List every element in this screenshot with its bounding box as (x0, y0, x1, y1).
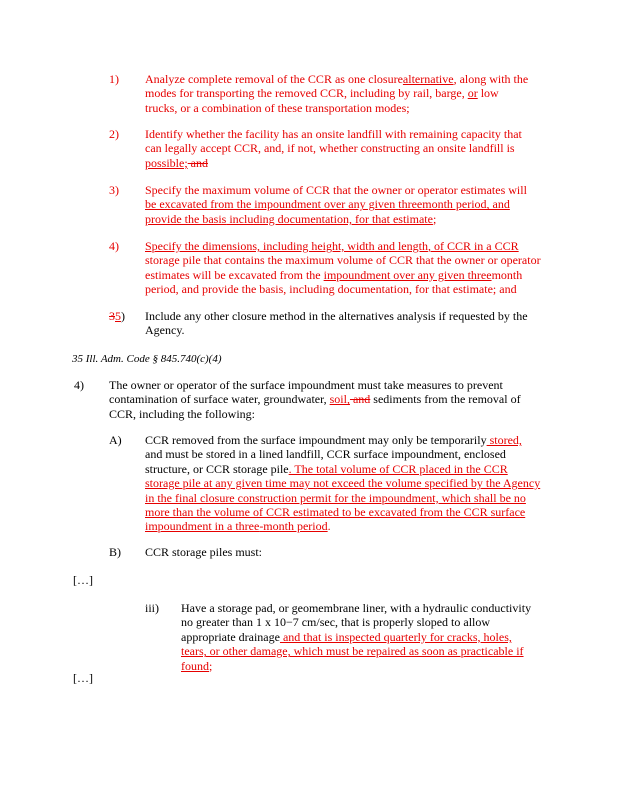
item-number: 3) (109, 183, 119, 197)
item-text: Analyze complete removal of the CCR as one closurealternative, along with the modes for transporting the removed CCR, including by rail, barge, or low trucks, or a combination of these transportation modes; (145, 72, 529, 115)
subsection-text: CCR removed from the surface impoundment may only be temporarily stored, and must be stored in a lined landfill, CCR surface impoundment, enclosed structure, or CCR storage pile. The total volume of CCR placed in the CCR storage pile at any given time may not exceed the volume specified by the Agency in the final closure construction permit for the impoundment, which shall be no more than the volume of CCR estimated to be excavated from the CCR surface impoundment in a three-month period. (145, 433, 541, 534)
item-number: 4) (109, 239, 119, 253)
item-text: Include any other closure method in the alternatives analysis if requested by the Agency. (145, 309, 528, 338)
subsection-number: B) (109, 545, 121, 559)
item-number: 2) (109, 127, 119, 141)
item-text: Identify whether the facility has an onsite landfill with remaining capacity that can legally accept CCR, and, if not, whether constructing an onsite landfill is possible; and (145, 127, 522, 170)
item-text: Specify the maximum volume of CCR that the owner or operator estimates will be excavated from the impoundment over any given threemonth period, and provide the basis including documentation, for that estimate; (145, 183, 527, 226)
subsection-number: iii) (145, 601, 159, 615)
omission-marker: […] (73, 573, 93, 587)
subsection-text: CCR storage piles must: (145, 545, 262, 559)
item-text: Specify the dimensions, including height, width and length, of CCR in a CCR storage pile that contains the maximum volume of CCR that the owner or operator estimates will be excavated from the impoundment over any given threemonth period, and provide the basis, including documentation, for that estimate; and (145, 239, 541, 297)
item-number: 35) (109, 309, 125, 323)
section-number: 4) (74, 378, 84, 392)
citation: 35 Ill. Adm. Code § 845.740(c)(4) (72, 353, 222, 365)
omission-marker: […] (73, 671, 93, 685)
subsection-text: Have a storage pad, or geomembrane liner, with a hydraulic conductivity no greater than 1 x 10−7 cm/sec, that is properly sloped to allow appropriate drainage and that is inspected quarterly for cracks, holes, tears, or other damage, which must be repaired as soon as practicable if found; (181, 601, 532, 673)
item-number: 1) (109, 72, 119, 86)
subsection-number: A) (109, 433, 122, 447)
section-text: The owner or operator of the surface impoundment must take measures to prevent contamination of surface water, groundwater, soil, and sediments from the removal of CCR, including the following: (109, 378, 521, 421)
